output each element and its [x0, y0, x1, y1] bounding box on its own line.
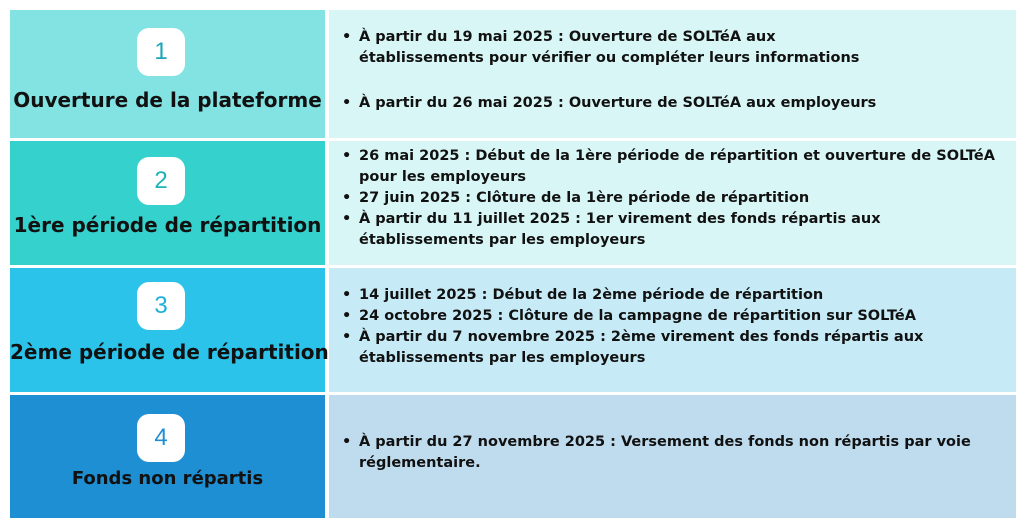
step-details-2 [329, 141, 1016, 265]
bullet-list [341, 285, 941, 369]
step-details-4 [329, 395, 1016, 518]
step-number-badge: 3 [137, 282, 185, 330]
step-title: 1ère période de répartition [13, 213, 322, 237]
step-panel-2 [10, 141, 325, 265]
bullet-item: • 14 juillet 2025 : Début de la 2ème période de répartition [341, 285, 941, 306]
step-row-4 [10, 395, 1016, 518]
step-number-badge: 4 [137, 414, 185, 462]
step-title: Fonds non répartis [71, 468, 264, 489]
bullet-item: • À partir du 19 mai 2025 : Ouverture de SOLTéA aux établissements pour vérifier ou compléter leurs informations [341, 27, 901, 69]
bullet-item: • 24 octobre 2025 : Clôture de la campagne de répartition sur SOLTéA [341, 306, 941, 327]
step-title: 2ème période de répartition [10, 340, 329, 364]
step-row-3 [10, 268, 1016, 392]
bullet-item: • À partir du 11 juillet 2025 : 1er virement des fonds répartis aux établissements par les employeurs [341, 209, 1010, 251]
step-panel-1 [10, 10, 325, 138]
step-title: Ouverture de la plateforme [13, 88, 322, 112]
step-number-badge: 2 [137, 157, 185, 205]
bullet-list [341, 432, 981, 474]
step-number-badge: 1 [137, 28, 185, 76]
bullet-list [341, 146, 1010, 251]
step-panel-4 [10, 395, 325, 518]
bullet-list [341, 27, 901, 114]
bullet-item: • À partir du 27 novembre 2025 : Versement des fonds non répartis par voie réglementaire. [341, 432, 981, 474]
bullet-item: • À partir du 7 novembre 2025 : 2ème virement des fonds répartis aux établissements par les employeurs [341, 327, 941, 369]
step-row-2 [10, 141, 1016, 265]
step-details-3 [329, 268, 1016, 392]
step-details-1 [329, 10, 1016, 138]
bullet-item: • À partir du 26 mai 2025 : Ouverture de SOLTéA aux employeurs [341, 93, 901, 114]
bullet-item: • 27 juin 2025 : Clôture de la 1ère période de répartition [341, 188, 1010, 209]
bullet-item: • 26 mai 2025 : Début de la 1ère période de répartition et ouverture de SOLTéA pour les employeurs [341, 146, 1010, 188]
timeline [10, 10, 1016, 518]
step-row-1 [10, 10, 1016, 138]
step-panel-3 [10, 268, 329, 392]
